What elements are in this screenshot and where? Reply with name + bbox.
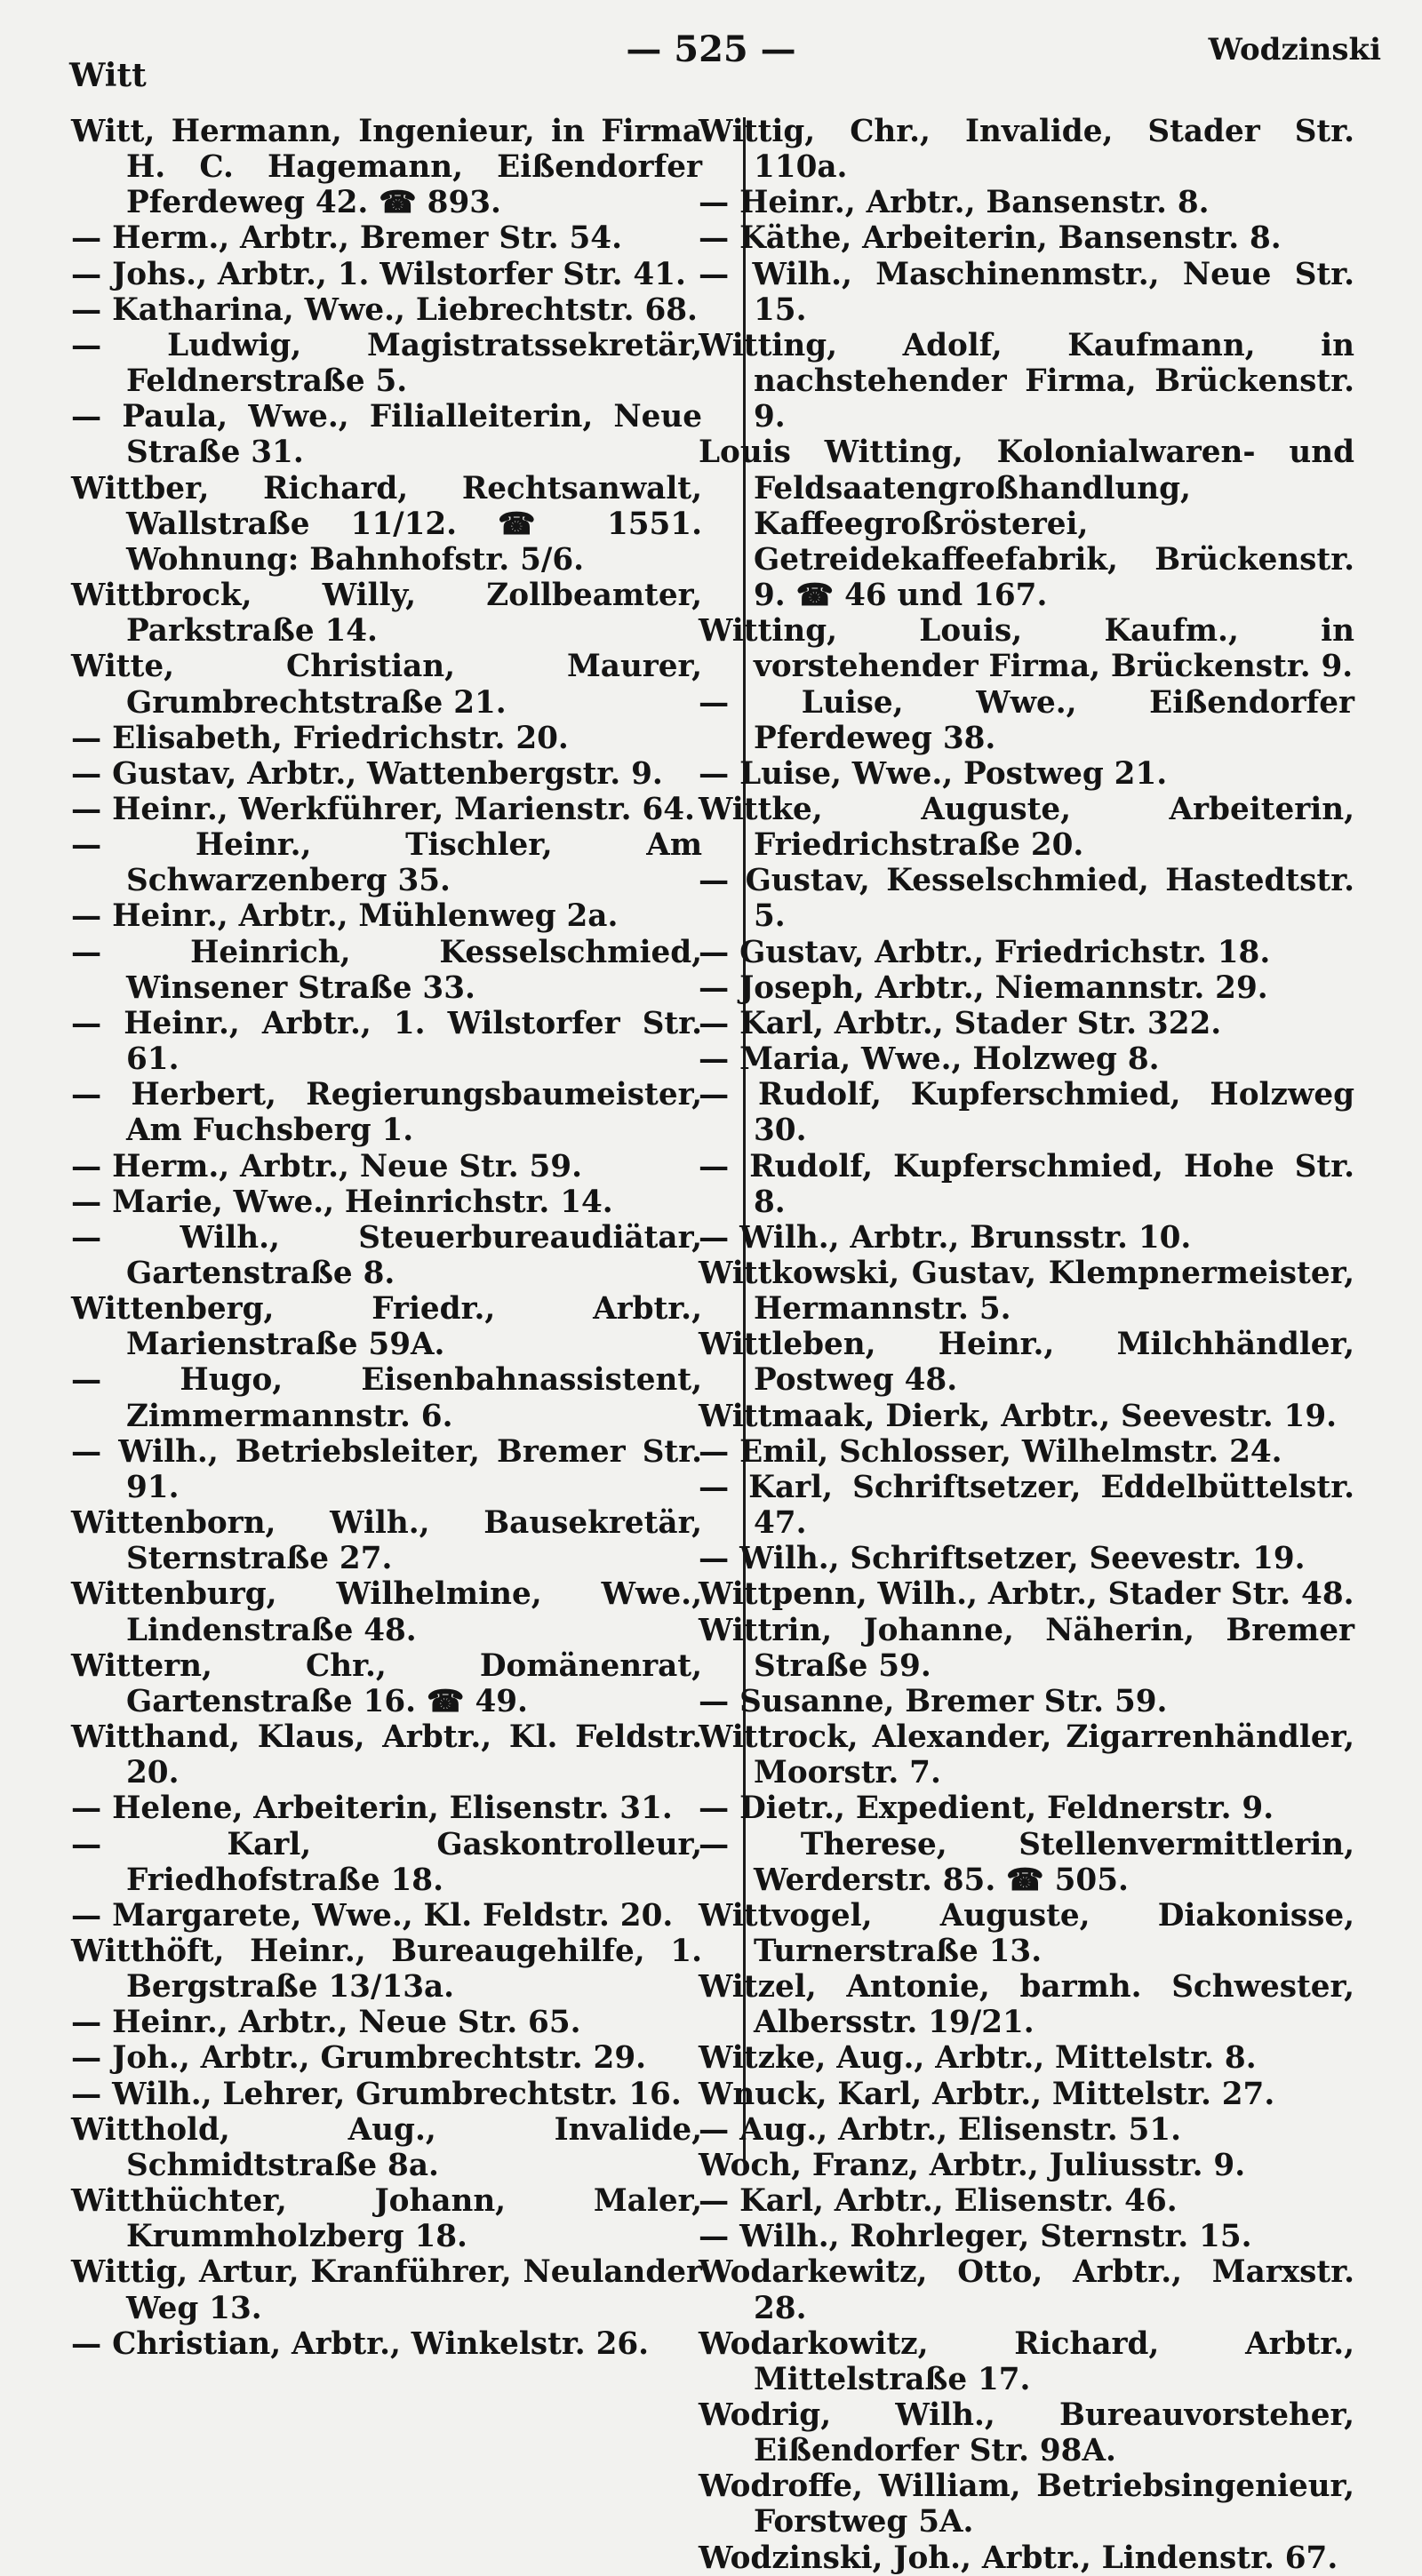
directory-entry: Wnuck, Karl, Arbtr., Mittelstr. 27. xyxy=(699,2076,1275,2112)
directory-entry: — Paula, Wwe., Filialleiterin, Neue Straße 31. xyxy=(71,399,702,471)
directory-entry: — Heinr., Werkführer, Marienstr. 64. xyxy=(71,791,695,827)
left-column xyxy=(71,114,702,2362)
directory-entry: Wittpenn, Wilh., Arbtr., Stader Str. 48. xyxy=(699,1576,1354,1613)
directory-entry: — Käthe, Arbeiterin, Bansenstr. 8. xyxy=(699,220,1282,257)
directory-entry: Wittern, Chr., Domänenrat, Gartenstraße 16. ☎ 49. xyxy=(71,1647,702,1719)
directory-entry: — Susanne, Bremer Str. 59. xyxy=(699,1683,1168,1719)
directory-entry: Witthüchter, Johann, Maler, Krummholzberg 18. xyxy=(71,2183,702,2255)
page-number: — 525 — xyxy=(626,28,796,70)
directory-entry: — Wilh., Lehrer, Grumbrechtstr. 16. xyxy=(71,2076,682,2112)
directory-entry: — Luise, Wwe., Eißendorfer Pferdeweg 38. xyxy=(699,684,1354,756)
directory-entry: Wittkowski, Gustav, Klempnermeister, Hermannstr. 5. xyxy=(699,1256,1354,1328)
directory-entry: — Karl, Arbtr., Stader Str. 322. xyxy=(699,1005,1222,1041)
directory-entry: — Gustav, Arbtr., Wattenbergstr. 9. xyxy=(71,755,663,792)
directory-entry: — Heinr., Arbtr., Mühlenweg 2a. xyxy=(71,898,619,935)
directory-entry: — Johs., Arbtr., 1. Wilstorfer Str. 41. xyxy=(71,256,686,292)
directory-entry: — Margarete, Wwe., Kl. Feldstr. 20. xyxy=(71,1897,674,1934)
directory-entry: — Heinrich, Kesselschmied, Winsener Straße 33. xyxy=(71,934,702,1006)
directory-entry: — Luise, Wwe., Postweg 21. xyxy=(699,755,1168,792)
directory-entry: Wittenburg, Wilhelmine, Wwe., Lindenstraße 48. xyxy=(71,1576,702,1648)
directory-entry: — Aug., Arbtr., Elisenstr. 51. xyxy=(699,2111,1181,2148)
directory-entry: — Joseph, Arbtr., Niemannstr. 29. xyxy=(699,969,1268,1006)
directory-entry: — Wilh., Rohrleger, Sternstr. 15. xyxy=(699,2219,1252,2255)
directory-entry: Wittvogel, Auguste, Diakonisse, Turnerstraße 13. xyxy=(699,1897,1354,1969)
directory-entry: Witt, Hermann, Ingenieur, in Firma H. C. Hagemann, Eißendorfer Pferdeweg 42. ☎ 893. xyxy=(71,114,702,221)
directory-entry: — Katharina, Wwe., Liebrechtstr. 68. xyxy=(71,291,698,328)
directory-entry: — Gustav, Arbtr., Friedrichstr. 18. xyxy=(699,934,1271,970)
directory-entry: — Elisabeth, Friedrichstr. 20. xyxy=(71,720,569,756)
directory-entry: — Marie, Wwe., Heinrichstr. 14. xyxy=(71,1184,613,1220)
directory-entry: Wodarkewitz, Otto, Arbtr., Marxstr. 28. xyxy=(699,2254,1354,2326)
directory-entry: — Emil, Schlosser, Wilhelmstr. 24. xyxy=(699,1433,1282,1470)
directory-entry: — Rudolf, Kupferschmied, Holzweg 30. xyxy=(699,1077,1354,1149)
directory-entry: — Hugo, Eisenbahnassistent, Zimmermannstr. 6. xyxy=(71,1362,702,1434)
directory-entry: Witting, Adolf, Kaufmann, in nachstehender Firma, Brückenstr. 9. xyxy=(699,327,1354,435)
directory-entry: Wittrock, Alexander, Zigarrenhändler, Moorstr. 7. xyxy=(699,1719,1354,1791)
directory-entry: — Karl, Schriftsetzer, Eddelbüttelstr. 47. xyxy=(699,1469,1354,1542)
directory-entry: Wodroffe, William, Betriebsingenieur, Forstweg 5A. xyxy=(699,2468,1354,2540)
directory-entry: Witting, Louis, Kaufm., in vorstehender Firma, Brückenstr. 9. xyxy=(699,613,1354,685)
directory-entry: Wodzinski, Joh., Arbtr., Lindenstr. 67. xyxy=(699,2540,1338,2576)
directory-entry: — Christian, Arbtr., Winkelstr. 26. xyxy=(71,2325,650,2362)
directory-entry: Wittrin, Johanne, Näherin, Bremer Straße 59. xyxy=(699,1612,1354,1684)
directory-entry: — Therese, Stellenvermittlerin, Werderstr. 85. ☎ 505. xyxy=(699,1826,1354,1898)
directory-entry: — Helene, Arbeiterin, Elisenstr. 31. xyxy=(71,1790,673,1827)
directory-entry: — Maria, Wwe., Holzweg 8. xyxy=(699,1041,1160,1078)
directory-entry: Louis Witting, Kolonialwaren- und Feldsaatengroßhandlung, Kaffeegroßrösterei, Getreidekaffeefabrik, Brückenstr. 9. ☎ 46 und 167. xyxy=(699,435,1354,614)
directory-entry: — Gustav, Kesselschmied, Hastedtstr. 5. xyxy=(699,863,1354,935)
directory-entry: — Herm., Arbtr., Neue Str. 59. xyxy=(71,1148,582,1184)
directory-entry: — Joh., Arbtr., Grumbrechtstr. 29. xyxy=(71,2040,647,2077)
directory-entry: — Ludwig, Magistratssekretär, Feldnerstraße 5. xyxy=(71,327,702,400)
directory-entry: — Dietr., Expedient, Feldnerstr. 9. xyxy=(699,1790,1274,1827)
directory-entry: Witthöft, Heinr., Bureaugehilfe, 1. Bergstraße 13/13a. xyxy=(71,1933,702,2006)
right-column xyxy=(699,114,1354,2576)
page-header xyxy=(0,25,1422,94)
directory-entry: Woch, Franz, Arbtr., Juliusstr. 9. xyxy=(699,2147,1246,2183)
directory-entry: Wittig, Chr., Invalide, Stader Str. 110a. xyxy=(699,114,1354,186)
running-head-left: Witt xyxy=(69,57,147,94)
directory-entry: Witzel, Antonie, barmh. Schwester, Albersstr. 19/21. xyxy=(699,1969,1354,2041)
directory-entry: — Rudolf, Kupferschmied, Hohe Str. 8. xyxy=(699,1148,1354,1220)
directory-entry: Wittig, Artur, Kranführer, Neulander Weg 13. xyxy=(71,2254,702,2326)
directory-entry: Wittber, Richard, Rechtsanwalt, Wallstraße 11/12. ☎ 1551. Wohnung: Bahnhofstr. 5/6. xyxy=(71,470,702,578)
directory-entry: — Heinr., Arbtr., Bansenstr. 8. xyxy=(699,185,1210,221)
directory-entry: — Wilh., Schriftsetzer, Seevestr. 19. xyxy=(699,1541,1306,1577)
directory-entry: — Wilh., Steuerbureaudiätar, Gartenstraße 8. xyxy=(71,1219,702,1291)
directory-entry: — Wilh., Betriebsleiter, Bremer Str. 91. xyxy=(71,1433,702,1505)
directory-entry: — Heinr., Arbtr., Neue Str. 65. xyxy=(71,2005,581,2041)
directory-entry: Wittenborn, Wilh., Bausekretär, Sternstraße 27. xyxy=(71,1505,702,1577)
directory-entry: — Karl, Arbtr., Elisenstr. 46. xyxy=(699,2183,1178,2220)
directory-entry: Wodarkowitz, Richard, Arbtr., Mittelstraße 17. xyxy=(699,2325,1354,2397)
directory-entry: Wittmaak, Dierk, Arbtr., Seevestr. 19. xyxy=(699,1398,1338,1434)
directory-entry: Wittenberg, Friedr., Arbtr., Marienstraße 59A. xyxy=(71,1291,702,1363)
directory-entry: — Heinr., Tischler, Am Schwarzenberg 35. xyxy=(71,827,702,899)
directory-entry: — Wilh., Arbtr., Brunsstr. 10. xyxy=(699,1219,1192,1256)
directory-entry: — Herm., Arbtr., Bremer Str. 54. xyxy=(71,220,622,257)
directory-entry: — Heinr., Arbtr., 1. Wilstorfer Str. 61. xyxy=(71,1005,702,1078)
directory-entry: Wittke, Auguste, Arbeiterin, Friedrichstraße 20. xyxy=(699,791,1354,864)
directory-entry: Witte, Christian, Maurer, Grumbrechtstraße 21. xyxy=(71,649,702,721)
directory-entry: Wittleben, Heinr., Milchhändler, Postweg 48. xyxy=(699,1327,1354,1399)
directory-entry: Wodrig, Wilh., Bureauvorsteher, Eißendorfer Str. 98A. xyxy=(699,2397,1354,2469)
running-head-right: Wodzinski xyxy=(1208,32,1381,68)
directory-entry: Witthold, Aug., Invalide, Schmidtstraße 8a. xyxy=(71,2111,702,2183)
directory-entry: — Karl, Gaskontrolleur, Friedhofstraße 18. xyxy=(71,1826,702,1898)
directory-entry: — Wilh., Maschinenmstr., Neue Str. 15. xyxy=(699,256,1354,328)
directory-entry: — Herbert, Regierungsbaumeister, Am Fuchsberg 1. xyxy=(71,1077,702,1149)
directory-entry: Wittbrock, Willy, Zollbeamter, Parkstraße 14. xyxy=(71,578,702,650)
directory-entry: Witzke, Aug., Arbtr., Mittelstr. 8. xyxy=(699,2040,1257,2077)
directory-entry: Witthand, Klaus, Arbtr., Kl. Feldstr. 20. xyxy=(71,1719,702,1791)
